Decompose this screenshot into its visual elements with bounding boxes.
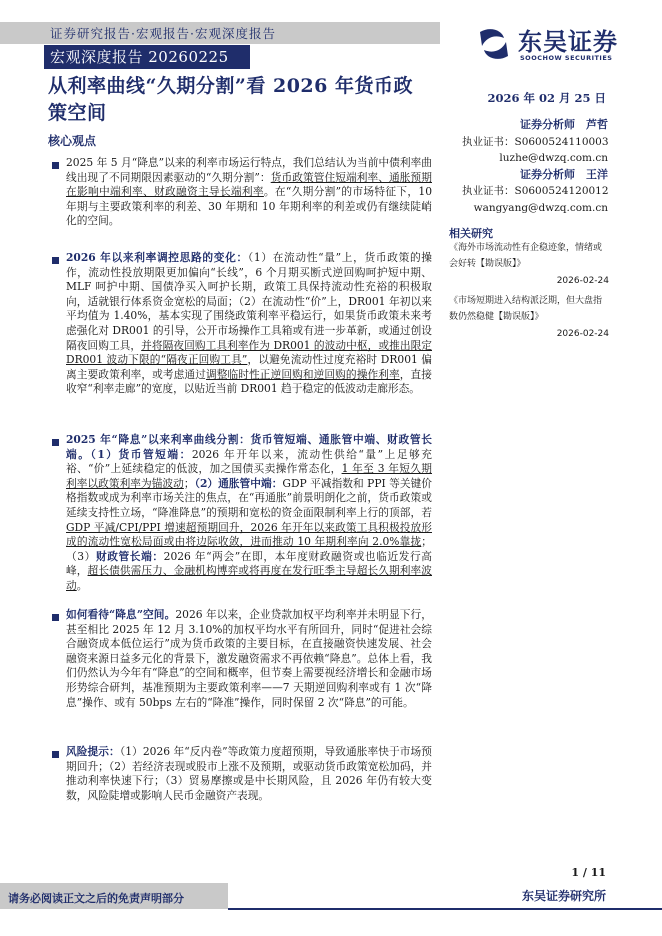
key-point-paragraph: 2025 年 5 月“降息”以来的利率市场运行特点，我们总结认为当前中债利率曲线出现了不同期限因素驱动的“久期分割”：货币政策管住短端利率、通胀预期在影响中端利率、财政融资主导长端利率。在“久期分割”的市场特征下，10 年期与主要政策利率的利差、30 年期和 10 年期利率的利差或仍有继续陡峭化的空间。: [66, 156, 432, 228]
logo-chinese-name: 东吴证券: [518, 28, 618, 56]
key-point-paragraph: 如何看待“降息”空间。2026 年以来，企业贷款加权平均利率并未明显下行，甚至相比 2025 年 12 月 3.10%的加权平均水平有所回升，同时“促进社会综合融资成本低位运行”成为货币政策的主要目标，在直接融资快速发展、社会融资来源日益多元化的背景下，激发融资需求不再依赖“降息”。总体上看，我们仍然认为今年有“降息”的空间和概率，但节奏上需要视经济增长和金融市场形势综合研判，基准预期为主要政策利率——7 天期逆回购利率或有 1 次“降息”操作、或有 50bps 左右的“降准”操作，同时保留 2 次“降息”的可能。: [66, 608, 432, 709]
key-point-paragraph: 2026 年以来利率调控思路的变化：（1）在流动性“量”上，货币政策的操作，流动性投放期限更加偏向“长线”，6 个月期买断式逆回购呵护短中期、MLF 呵护中期、国债净买入呵护长期，政策工具保持流动性充裕的积极取向，适就银行体系资金宽松的局面；（2）在流动性“价”上，DR001 年初以来平均值为 1.40%，基本实现了围绕政策利率平稳运行，如果货币政策未来考虑强化对 DR001 的引导，公开市场操作工具箱或有进一步革新，或通过创设隔夜回购工具，并将隔夜回购工具利率作为 DR001 的波动中枢，或推出限定 DR001 波动下限的“隔夜正回购工具”，以避免流动性过度充裕时 DR001 偏离主要政策利率，或考虑通过调整临时性正逆回购和逆回购的操作利率，直接收窄“利率走廊”的宽度，以贴近当前 DR001 趋于稳定的低波动走廊形态。: [66, 251, 432, 396]
related-research-title: 相关研究: [449, 227, 493, 240]
company-logo: [474, 22, 634, 68]
analyst-email[interactable]: luzhe@dwzq.com.cn: [499, 152, 608, 164]
related-research-text[interactable]: 《市场短期进入结构派泛期，但大盘指数仍然稳健【勘误版】》: [449, 296, 603, 322]
related-research-date: 2026-02-24: [556, 276, 609, 286]
footer-institute: 东吴证券研究所: [521, 889, 606, 903]
breadcrumb: 证券研究报告·宏观报告·宏观深度报告: [50, 26, 276, 41]
analyst-cert: 执业证书：S0600524120012: [462, 185, 609, 197]
risk-warning-paragraph: 风险提示：（1）2026 年“反内卷”等政策力度超预期，导致通胀率快于市场预期回升；（2）若经济表现或股市上涨不及预期，或驱动货币政策宽松加码，并推动利率快速下行；（3）贸易摩擦或是中长期风险，且 2026 年仍有较大变数，风险陡增或影响人民币金融资产表现。: [66, 745, 432, 802]
related-research-item[interactable]: [449, 294, 609, 343]
related-research-date: 2026-02-24: [556, 329, 609, 339]
analyst-email[interactable]: wangyang@dwzq.com.cn: [473, 201, 608, 214]
soochow-logo-icon: [474, 24, 514, 64]
logo-english-name: SOOCHOW SECURITIES: [520, 54, 613, 62]
page-number: 1 / 11: [571, 866, 606, 879]
analyst-name: 证券分析师 王洋: [520, 167, 608, 181]
report-title: 从利率曲线“久期分割”看 2026 年货币政策空间: [48, 75, 413, 124]
disclaimer-notice: 请务必阅读正文之后的免责声明部分: [8, 892, 184, 905]
related-research-item[interactable]: [449, 241, 609, 290]
doc-type-badge: 宏观深度报告 20260225: [44, 45, 250, 69]
report-date: 2026 年 02 月 25 日: [487, 91, 606, 105]
related-research-text[interactable]: 《海外市场流动性有企稳迹象，情绪或会好转【勘误版】》: [449, 243, 603, 269]
analyst-name: 证券分析师 芦哲: [520, 118, 608, 131]
analyst-cert: 执业证书：S0600524110003: [462, 135, 609, 148]
key-points-heading: 核心观点: [48, 134, 97, 148]
analyst-panel: [462, 117, 608, 216]
footer-divider: [228, 908, 662, 910]
key-point-paragraph: 2025 年“降息”以来利率曲线分割：货币管短端、通胀管中端、财政管长端。（1）货币管短端：2026 年开年以来，流动性供给“量”上足够充裕、“价”上延续稳定的低波，加之国债买卖操作常态化，1 年至 3 年短久期利率以政策利率为锚波动；（2）通胀管中端：GDP 平减指数和 PPI 等关键价格指数或成为利率市场关注的焦点，在“再通胀”前景明朗化之前，货币政策或延续支持性立场，“降准降息”的预期和宽松的资金面限制利率上行的顶部，若 GDP 平减/CPI/PPI 增速超预期回升，2026 年开年以来政策工具积极投放形成的流动性宽松局面或由将边际收敛，进而推动 10 年期利率向 2.0%靠拢；（3）财政管长端：2026 年“两会”在即，本年度财政融资或也临近发行高峰，超长债供需压力、金融机构博弈或将再度在发行旺季主导超长久期利率波动。: [66, 433, 432, 592]
